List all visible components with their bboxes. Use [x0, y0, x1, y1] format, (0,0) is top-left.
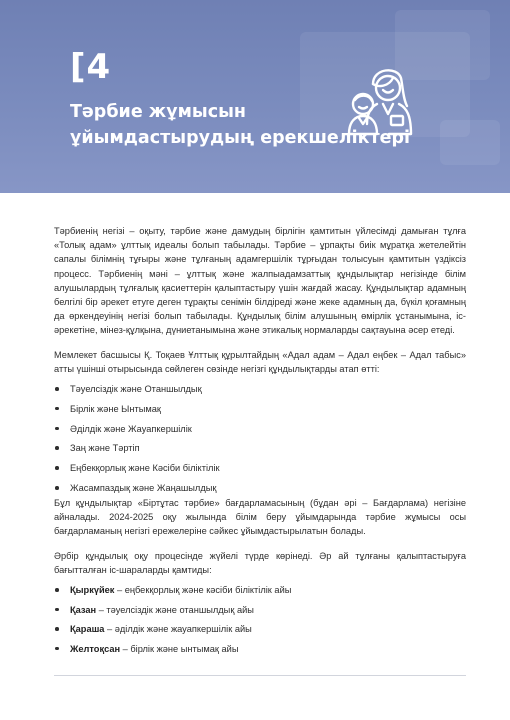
- list-item: [54, 622, 466, 642]
- list-item: [54, 642, 466, 662]
- intro-paragraph: Тәрбиенің негізі – оқыту, тәрбие және дамудың бірлігін қамтитын үйлесімді дамыған тұлға «Толық адам» ұлттық идеалы болып табылады. Тәрбие – ұрпақты биік мұратқа жетелейтін сапалы білімнің тұғыры және тұлғаның адамгершілік тұрғыдан толысуын қамтитын үздіксіз процесс. Тәрбиенің мәні – ұлттық және жалпыадамзаттық құндылықтар негізінде білім алушылардың тұлғалық қасиеттерін қалыптастыру үшін жағдай жасау. Құндылықтар адамның белгілі бір әрекет етуге деген тұрақты сенімін білдіреді және жеке адамның да, бүкіл қоғамның да өркендеуінің негізі болып табылады. Құндылық білім алушының өмірлік ұстанымына, іс-әрекетіне, мінез-құлқына, дүниетанымына және этикалық нормаларды сақтауына әсер етеді.: [54, 226, 466, 336]
- list-item: Жасампаздық және Жаңашылдық: [54, 481, 466, 496]
- title-line-1: Тәрбие жұмысын: [70, 102, 247, 122]
- teacher-and-child-icon: [345, 58, 425, 140]
- page-title: [70, 99, 411, 151]
- month-description: – бірлік және ынтымақ айы: [120, 643, 239, 654]
- month-name: Қараша: [70, 624, 105, 635]
- list-item: Әділдік және Жауапкершілік: [54, 422, 466, 442]
- list-item: Тәуелсіздік және Отаншылдық: [54, 382, 466, 402]
- list-item: Бірлік және Ынтымақ: [54, 402, 466, 422]
- months-list: [54, 583, 466, 661]
- title-line-2: ұйымдастырудың ерекшеліктері: [70, 128, 411, 148]
- month-name: Желтоқсан: [70, 643, 121, 654]
- footer-divider: [54, 675, 466, 676]
- program-paragraph: Бұл құндылықтар «Біртұтас тәрбие» бағдарламасының (бұдан әрі – Бағдарлама) негізіне айналады. 2024-2025 оқу жылында білім беру ұйымдарында тәрбие жұмысы осы бағдарламаның негізгі ережелеріне сәйкес ұйымдастырылатын болады.: [54, 498, 466, 537]
- month-description: – әділдік және жауапкершілік айы: [104, 624, 252, 635]
- list-item: Заң және Тәртіп: [54, 441, 466, 461]
- month-name: Қыркүйек: [70, 585, 115, 596]
- list-item: [54, 583, 466, 603]
- list-item: Еңбекқорлық және Кәсіби біліктілік: [54, 461, 466, 481]
- body-content: [54, 224, 466, 661]
- values-list: [54, 382, 466, 496]
- president-paragraph: Мемлекет басшысы Қ. Тоқаев Ұлттық құрылтайдың «Адал адам – Адал еңбек – Адал табыс» атты үшінші отырысында сөйлеген сөзінде негізгі құндылықтарды атап өтті:: [54, 349, 466, 374]
- chapter-number: [4: [70, 47, 112, 87]
- list-item: [54, 603, 466, 623]
- monthly-paragraph: Әрбір құндылық оқу процесінде жүйелі түрде көрінеді. Әр ай тұлғаны қалыптастыруға бағытталған іс-шараларды қамтиды:: [54, 550, 466, 575]
- banner-decor-book: [440, 120, 500, 165]
- month-description: – тәуелсіздік және отаншылдық айы: [96, 604, 254, 615]
- header-banner: [0, 0, 510, 193]
- month-name: Қазан: [70, 604, 97, 615]
- month-description: – еңбекқорлық және кәсіби біліктілік айы: [114, 585, 292, 596]
